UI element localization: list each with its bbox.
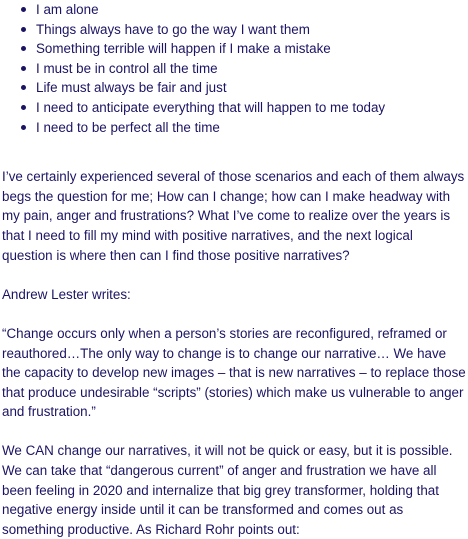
list-item-text: Something terrible will happen if I make a mistake bbox=[36, 41, 331, 57]
list-item-text: Life must always be fair and just bbox=[36, 80, 227, 96]
list-item-text: Things always have to go the way I want them bbox=[36, 21, 310, 37]
list-item bbox=[2, 59, 466, 79]
list-item bbox=[2, 78, 466, 98]
bullet-icon bbox=[21, 27, 26, 32]
list-item-text: I need to be perfect all the time bbox=[36, 119, 220, 135]
irrational-beliefs-list bbox=[2, 0, 466, 137]
list-item-text: I must be in control all the time bbox=[36, 60, 218, 76]
list-item-text: I am alone bbox=[36, 2, 99, 17]
bullet-icon bbox=[21, 85, 26, 90]
bullet-icon bbox=[21, 66, 26, 71]
list-item bbox=[2, 0, 466, 20]
list-item bbox=[2, 98, 466, 118]
bullet-icon bbox=[21, 7, 26, 12]
body-paragraph-reflection: I’ve certainly experienced several of those scenarios and each of them always begs the question for me; How can I change; how can I make headway with my pain, anger and frustrations? What I’ve come to realize over the years is that I need to fill my mind with positive narratives, and the next logical question is where then can I find those positive narratives? bbox=[2, 169, 465, 263]
bullet-icon bbox=[21, 125, 26, 130]
list-item bbox=[2, 118, 466, 138]
list-item bbox=[2, 39, 466, 59]
block-quote-lester: “Change occurs only when a person’s stories are reconfigured, reframed or reauthored…The only way to change is to change our narrative… We have the capacity to develop new images – that is new narratives – to replace those that produce undesirable “scripts” (stories) which make us vulnerable to anger and frustration.” bbox=[2, 325, 466, 420]
body-paragraph-attribution: Andrew Lester writes: bbox=[2, 286, 131, 302]
list-item bbox=[2, 20, 466, 40]
bullet-icon bbox=[21, 46, 26, 51]
body-paragraph-change: We CAN change our narratives, it will not be quick or easy, but it is possible. We can take that “dangerous current” of anger and frustration we have all been feeling in 2020 and internalize that big grey transformer, holding that negative energy inside until it can be transformed and comes out as something productive. As Richard Rohr points out: bbox=[2, 443, 453, 537]
list-item-text: I need to anticipate everything that will happen to me today bbox=[36, 99, 386, 115]
bullet-icon bbox=[21, 105, 26, 110]
